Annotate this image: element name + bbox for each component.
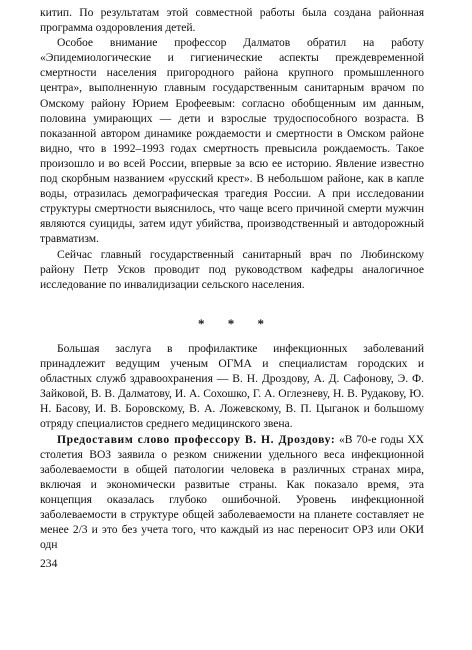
section-separator: * * * <box>198 316 274 331</box>
paragraph: Сейчас главный государственный санитарный врач по Любинскому району Петр Усков проводит под руководством кафедры аналогичное исследование по инвалидизации сельского населения. <box>40 247 424 291</box>
paragraph: китип. По результатам этой совместной работы была создана районная программа оздоровления детей. <box>40 6 424 35</box>
paragraph: Большая заслуга в профилактике инфекционных заболеваний принадлежит ведущим ученым ОГМА и специалистам городских и областных служб здравоохранения — В. Н. Дроздову, А. Д. Сафонову, Э. Ф. Зайковой, В. В. Далматову, И. А. Сохошко, Г. А. Оглезневу, Н. В. Рудакову, Ю. Н. Басову, И. В. Боровскому, В. А. Ложевскому, В. П. Цыганок и большому отряду специалистов среднего медицинского звена. <box>40 342 424 431</box>
page-number: 234 <box>40 557 58 570</box>
bottom-text-block <box>40 341 424 552</box>
quote-paragraph <box>40 432 424 553</box>
quote-text: «В 70-е годы XX столетия ВОЗ заявила о резком снижении удельного веса инфекционной заболеваемости в общей патологии человека в различных странах мира, включая и экономически развитые страны. Как показало время, эта концепция оказалась глубоко ошибочной. Уровень инфекционной заболеваемости в структуре общей заболеваемости на планете составляет не менее 2/3 и это без учета того, что каждый из нас переносит ОРЗ или ОКИ одн <box>40 432 424 552</box>
top-text-block <box>40 5 424 292</box>
paragraph: Особое внимание профессор Далматов обратил на работу «Эпидемиологические и гигиенические аспекты преждевременной смертности населения пригородного района крупного промышленного центра», выполненную главным государственным санитарным врачом по Омскому району Юрием Ерофеевым: согласно обобщенным им данным, половина умирающих — дети и взрослые трудоспособного возраста. В показанной автором динамике рождаемости и смертности в Омском районе видно, что в 1992–1993 годах смертность превысила рождаемость. Такое произошло и во всей России, впервые за всю ее историю. Явление известно под скорбным названием «русский крест». В небольшом районе, как в капле воды, отразилась демографическая трагедия России. А при исследовании структуры смертности выяснилось, что чаще всего причиной смерти мужчин являются суициды, затем идут убийства, производственный и автодорожный травматизм. <box>40 36 424 246</box>
quote-lead: Предоставим слово профессору В. Н. Дроздову: <box>57 432 336 446</box>
